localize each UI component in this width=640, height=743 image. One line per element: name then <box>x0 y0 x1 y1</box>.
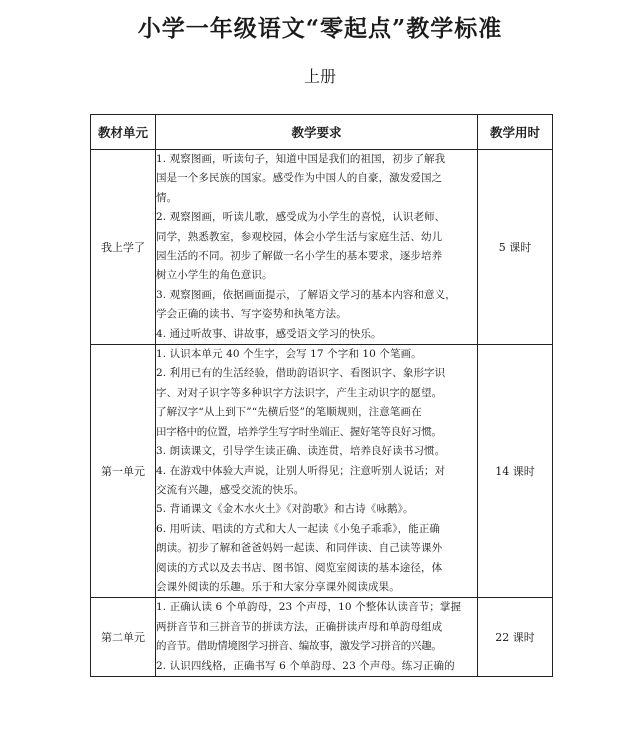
header-requirements: 教学要求 <box>156 115 478 150</box>
table-row <box>91 150 553 345</box>
header-hours: 教学用时 <box>478 115 553 150</box>
requirement-line: 情。 <box>156 191 178 204</box>
requirement-line: 园生活的不同。初步了解做一名小学生的基本要求，逐步培养 <box>156 250 443 263</box>
requirement-line: 字、对对子识字等多种识字方法识字，产生主动识字的愿望。 <box>156 386 443 399</box>
hours-cell: 14 课时 <box>478 345 553 598</box>
requirement-line: 交流有兴趣，感受交流的快乐。 <box>156 483 305 496</box>
requirement-line: 了解汉字“从上到下”“先横后竖”的笔顺规则，注意笔画在 <box>156 406 422 419</box>
header-unit: 教材单元 <box>91 115 156 150</box>
requirement-line: 两拼音节和三拼音节的拼读方法，正确拼读声母和单韵母组成 <box>156 620 443 633</box>
requirement-line: 2. 观察图画，听读儿歌，感受成为小学生的喜悦，认识老师、 <box>156 211 446 224</box>
requirements-cell <box>156 345 478 598</box>
requirement-line: 的音节。借助情境图学习拼音、编故事，激发学习拼音的兴趣。 <box>156 640 442 653</box>
requirements-cell <box>156 150 478 345</box>
requirement-line: 5. 背诵课文《金木水火土》《对韵歌》和古诗《咏鹅》。 <box>156 503 414 516</box>
requirement-line: 6. 用听读、唱读的方式和大人一起读《小兔子乖乖》，能正确 <box>156 522 441 535</box>
requirement-line: 朗读。初步了解和爸爸妈妈一起读、和同伴读、自己读等课外 <box>156 542 443 555</box>
unit-cell: 第一单元 <box>91 345 156 598</box>
unit-cell: 第二单元 <box>91 598 156 677</box>
table-row <box>91 598 553 677</box>
hours-cell: 22 课时 <box>478 598 553 677</box>
hours-cell: 5 课时 <box>478 150 553 345</box>
requirement-line: 会课外阅读的乐趣。乐于和大家分享课外阅读成果。 <box>156 580 400 593</box>
requirement-line: 田字格中的位置，培养学生写字时坐端正、握好笔等良好习惯。 <box>156 425 442 438</box>
document-subtitle: 上册 <box>303 67 336 86</box>
requirement-line: 同学，熟悉教室，参观校园，体会小学生活与家庭生活、幼儿 <box>156 230 443 243</box>
requirement-line: 国是一个多民族的国家。感受作为中国人的自豪，激发爱国之 <box>156 172 443 185</box>
document-title: 小学一年级语文“零起点”教学标准 <box>137 15 503 42</box>
requirement-line: 1. 正确认读 6 个单韵母，23 个声母，10 个整体认读音节；掌握 <box>156 601 462 614</box>
requirement-line: 1. 认识本单元 40 个生字，会写 17 个字和 10 个笔画。 <box>156 348 422 361</box>
requirement-line: 学会正确的读书、写字姿势和执笔方法。 <box>156 308 347 321</box>
table-header-row <box>91 115 553 150</box>
requirement-line: 2. 认识四线格，正确书写 6 个单韵母、23 个声母。练习正确的 <box>156 659 455 672</box>
table-row <box>91 345 553 598</box>
teaching-standard-table <box>90 114 553 677</box>
requirement-line: 3. 观察图画，依据画面提示，了解语文学习的基本内容和意义， <box>156 288 456 301</box>
requirements-cell <box>156 598 478 677</box>
requirement-line: 树立小学生的角色意识。 <box>156 269 273 282</box>
requirement-line: 3. 朗读课文，引导学生读正确、读连贯，培养良好读书习惯。 <box>156 445 446 458</box>
unit-cell: 我上学了 <box>91 150 156 345</box>
requirement-line: 1. 观察图画，听读句子，知道中国是我们的祖国，初步了解我 <box>156 153 446 165</box>
requirement-line: 阅读的方式以及去书店、图书馆、阅览室阅读的基本途径，体 <box>156 561 443 574</box>
requirement-line: 2. 利用已有的生活经验，借助韵语识字、看图识字、象形字识 <box>156 367 446 380</box>
requirement-line: 4. 通过听故事、讲故事，感受语文学习的快乐。 <box>156 327 382 340</box>
requirement-line: 4. 在游戏中体验大声说，让别人听得见；注意听别人说话；对 <box>156 464 446 477</box>
